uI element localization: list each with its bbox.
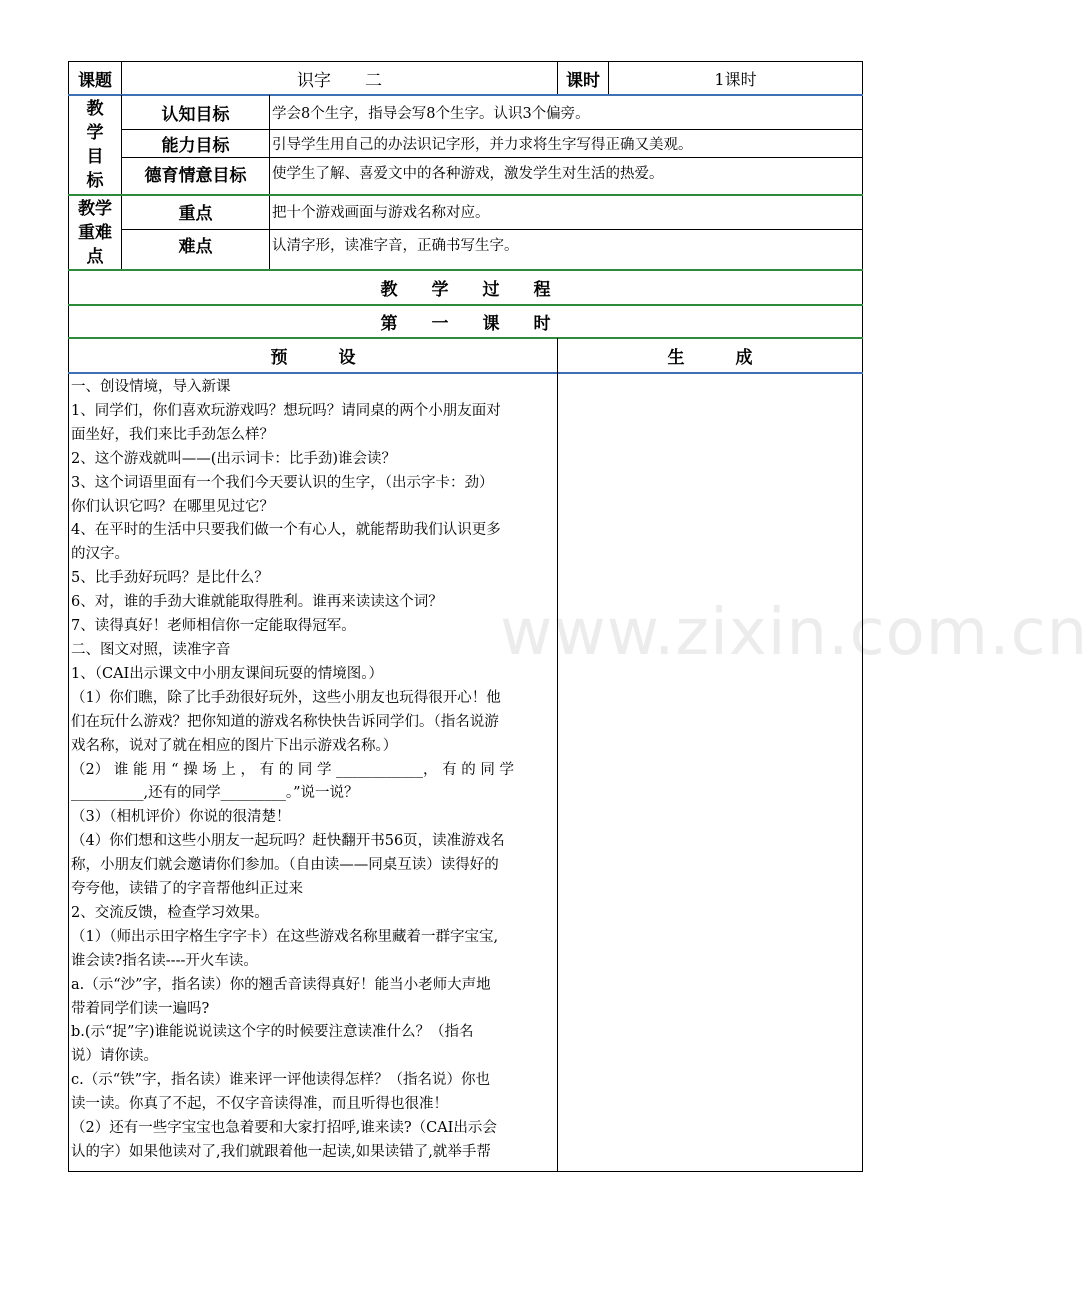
topic-value: 识字 二 (297, 70, 382, 91)
body-line: 1、同学们，你们喜欢玩游戏吗？想玩吗？请同桌的两个小朋友面对 (71, 402, 501, 419)
moral-goal-label: 德育情意目标 (144, 165, 247, 186)
body-line: 谁会读?指名读----开火车读。 (71, 952, 258, 969)
lesson-title: 第 一 课 时 (380, 314, 551, 334)
body-line: 带着同学们读一遍吗? (71, 1000, 210, 1017)
period-value: 1课时 (714, 69, 757, 89)
ability-goal-label: 能力目标 (161, 136, 230, 156)
body-line: （4）你们想和这些小朋友一起玩吗？赶快翻开书56页，读准游戏名 (71, 833, 505, 850)
period-label: 课时 (566, 70, 600, 91)
body-line: 们在玩什么游戏？把你知道的游戏名称快快告诉同学们。（指名说游 (71, 713, 499, 730)
body-line: （1）你们瞧，除了比手劲很好玩外，这些小朋友也玩得很开心！他 (71, 689, 501, 706)
cognitive-goal-label: 认知目标 (161, 105, 230, 125)
difficulty-text: 认清字形，读准字音，正确书写生字。 (272, 238, 519, 254)
body-line: 的汉字。 (71, 546, 129, 563)
body-line: 4、在平时的生活中只要我们做一个有心人，就能帮助我们认识更多 (71, 522, 501, 539)
ability-goal-text: 引导学生用自己的办法识记字形，并力求将生字写得正确又美观。 (272, 137, 693, 153)
body-line: （3）（相机评价）你说的很清楚！ (71, 809, 291, 826)
body-line: 2、交流反馈，检查学习效果。 (71, 904, 269, 921)
body-line: （2）还有一些字宝宝也急着要和大家打招呼,谁来读?（CAI出示会 (71, 1120, 497, 1137)
objectives-label-char: 目 (86, 147, 104, 167)
body-line: 1、（CAI出示课文中小朋友课间玩耍的情境图。） (71, 665, 384, 682)
body-line: 你们认识它吗？在哪里见过它？ (71, 498, 274, 515)
body-line: a.（示“沙”字，指名读）你的翘舌音读得真好！能当小老师大声地 (71, 976, 491, 993)
body-line: 认的字）如果他读对了,我们就跟着他一起读,如果读错了,就举手帮 (71, 1144, 491, 1160)
cognitive-goal-text: 学会8个生字，指导会写8个生字。认识3个偏旁。 (272, 106, 590, 122)
body-line: 7、读得真好！老师相信你一定能取得冠军。 (71, 618, 356, 635)
objectives-group-label (69, 96, 121, 194)
difficulty-label: 难点 (178, 237, 213, 257)
objectives-label-char: 学 (86, 123, 104, 143)
keypoints-label-line: 重难 (78, 222, 112, 243)
body-line: 面坐好，我们来比手劲怎么样？ (71, 426, 274, 443)
body-line: 称，小朋友们就会邀请你们参加。（自由读——同桌互读）读得好的 (71, 857, 499, 874)
body-line: 读一读。你真了不起，不仅字音读得准，而且听得也很准！ (71, 1096, 448, 1113)
body-line: 3、这个词语里面有一个我们今天要认识的生字，（出示字卡：劲） (71, 474, 494, 491)
body-line: 一、创设情境，导入新课 (71, 379, 231, 395)
body-line: b.(示“捉”字)谁能说说读这个字的时候要注意读准什么？（指名 (71, 1024, 474, 1041)
body-line: 说）请你读。 (71, 1048, 158, 1065)
column-header-preset: 预 设 (270, 348, 356, 368)
body-line: 二、图文对照，读准字音 (71, 641, 231, 658)
body-line: 6、对，谁的手劲大谁就能取得胜利。谁再来读读这个词？ (71, 594, 443, 611)
lesson-body-text (71, 376, 557, 1165)
objectives-label-char: 标 (86, 171, 104, 191)
keypoints-label-line: 点 (86, 246, 104, 267)
column-header-generation: 生 成 (667, 348, 753, 368)
objectives-label-char: 教 (86, 99, 104, 119)
topic-label: 课题 (78, 70, 112, 91)
body-line: 夸夸他，读错了的字音帮他纠正过来 (71, 881, 303, 898)
body-line: 2、这个游戏就叫——(出示词卡：比手劲)谁会读？ (71, 450, 397, 467)
process-title: 教 学 过 程 (380, 280, 551, 300)
watermark: www.zixin.com.cn (500, 596, 1088, 670)
body-line: 5、比手劲好玩吗？是比什么？ (71, 570, 269, 587)
keypoints-label-line: 教学 (78, 198, 112, 219)
body-line: c.（示“铁”字，指名读）谁来评一评他读得怎样？（指名说）你也 (71, 1072, 491, 1089)
body-line: （1）（师出示田字格生字字卡）在这些游戏名称里藏着一群字宝宝, (71, 928, 499, 945)
keypoints-group-label (69, 196, 121, 269)
body-line: （2） 谁 能 用 “ 操 场 上 ， 有 的 同 学 ____________， 有 的 同 学 (71, 761, 514, 778)
body-line: 戏名称，说对了就在相应的图片下出示游戏名称。） (71, 737, 398, 754)
key-point-label: 重点 (178, 203, 213, 224)
moral-goal-text: 使学生了解、喜爱文中的各种游戏，激发学生对生活的热爱。 (272, 166, 664, 182)
key-point-text: 把十个游戏画面与游戏名称对应。 (272, 204, 490, 221)
body-line: __________,还有的同学_________。”说一说？ (71, 785, 359, 802)
